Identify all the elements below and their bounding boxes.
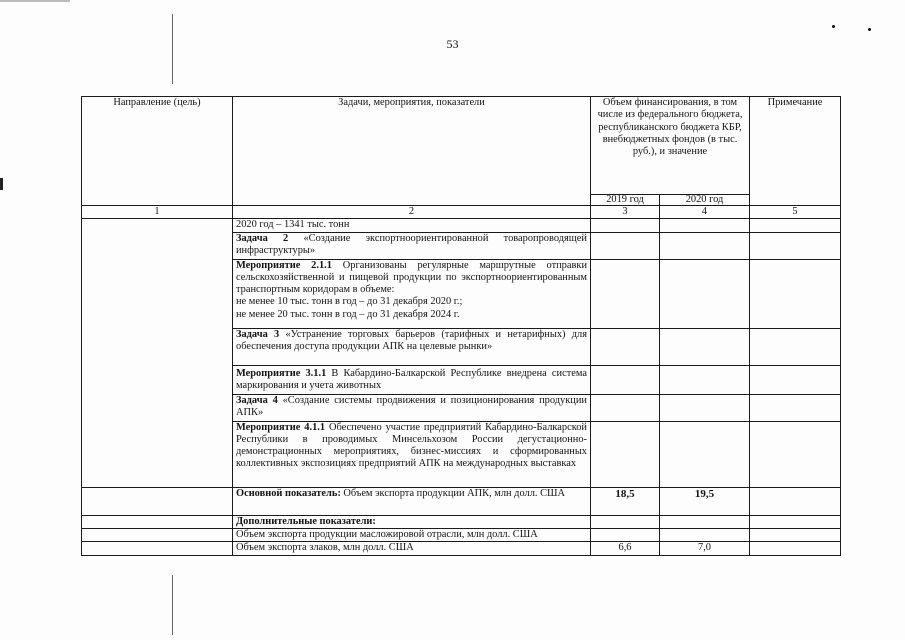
value-2019-cell	[591, 394, 660, 421]
value-2020-cell	[660, 528, 750, 541]
direction-cell	[82, 542, 233, 556]
direction-cell	[82, 219, 233, 487]
col-number: 4	[660, 206, 750, 219]
indicator-text: Объем экспорта злаков, млн долл. США	[233, 542, 591, 556]
table-header-row	[82, 97, 841, 195]
direction-cell	[82, 487, 233, 515]
table-row	[82, 515, 841, 528]
note-cell	[750, 515, 841, 528]
note-cell	[750, 219, 841, 232]
header-tasks: Задачи, мероприятия, показатели	[233, 97, 591, 206]
note-cell	[750, 421, 841, 487]
scan-top-left-mark	[0, 0, 70, 2]
header-note: Примечание	[750, 97, 841, 206]
task-cell	[233, 394, 591, 421]
row-text: 2020 год – 1341 тыс. тонн	[233, 219, 591, 232]
task-text: «Создание экспортноориентированной товаропроводящей инфраструктуры»	[236, 232, 587, 256]
value-2020-cell	[660, 365, 750, 394]
note-cell	[750, 394, 841, 421]
activity-line: не менее 10 тыс. тонн в год – до 31 декабря 2020 г.;	[236, 296, 463, 308]
activity-label: Мероприятие 2.1.1	[236, 259, 332, 271]
col-number: 3	[591, 206, 660, 219]
value-2020-cell	[660, 421, 750, 487]
table-row	[82, 219, 841, 232]
header-year-2019: 2019 год	[591, 195, 660, 206]
value-2019-cell	[591, 259, 660, 328]
activity-text: Обеспечено участие предприятий Кабардино-Балкарской Республики в проводимых Минсельхозом России дегустационно-демонстрационных мероприятиях, бизнес-миссиях и сформированных коллективных экспозициях предприятий АПК на международных выставках	[236, 421, 587, 470]
activity-cell	[233, 365, 591, 394]
financing-table	[81, 96, 841, 556]
column-number-row	[82, 206, 841, 219]
indicator-text: Объем экспорта продукции масложировой отрасли, млн долл. США	[233, 528, 591, 541]
header-year-2020: 2020 год	[660, 195, 750, 206]
activity-label: Мероприятие 4.1.1	[236, 421, 326, 433]
indicator-label: Основной показатель:	[236, 487, 341, 499]
activity-text: В Кабардино-Балкарской Республике внедрена система маркирования и учета животных	[236, 367, 587, 391]
note-cell	[750, 542, 841, 556]
activity-text: Организованы регулярные маршрутные отправки сельскохозяйственной и пищевой продукции по экспортноориентированным транспортным коридорам в объеме:	[236, 259, 587, 296]
value-2019-cell	[591, 421, 660, 487]
value-2019-cell	[591, 528, 660, 541]
activity-cell	[233, 421, 591, 487]
value-2020-cell	[660, 515, 750, 528]
direction-cell	[82, 528, 233, 541]
note-cell	[750, 232, 841, 259]
table-row	[82, 528, 841, 541]
value-2020-cell	[660, 259, 750, 328]
note-cell	[750, 487, 841, 515]
table-row	[82, 487, 841, 515]
activity-line: не менее 20 тыс. тонн в год – до 31 декабря 2024 г.	[236, 308, 460, 320]
value-2019-cell	[591, 328, 660, 365]
indicator-cell	[233, 487, 591, 515]
value-2020-cell	[660, 394, 750, 421]
value-2020: 19,5	[660, 487, 750, 515]
scan-dot	[832, 25, 835, 28]
value-2020-cell	[660, 232, 750, 259]
value-2019-cell	[591, 515, 660, 528]
scan-margin-line	[172, 575, 173, 635]
task-label: Задача 3	[236, 328, 280, 340]
value-2019-cell	[591, 232, 660, 259]
note-cell	[750, 528, 841, 541]
value-2020-cell	[660, 328, 750, 365]
task-label: Задача 2	[236, 232, 289, 244]
scan-left-edge-mark	[0, 178, 3, 190]
activity-label: Мероприятие 3.1.1	[236, 367, 327, 379]
header-financing: Объем финансирования, в том числе из федерального бюджета, республиканского бюджета КБР, внебюджетных фондов (в тыс. руб.), и значение	[591, 97, 750, 195]
col-number: 1	[82, 206, 233, 219]
task-label: Задача 4	[236, 394, 278, 406]
col-number: 2	[233, 206, 591, 219]
task-text: «Устранение торговых барьеров (тарифных и нетарифных) для обеспечения доступа продукции АПК на целевые рынки»	[236, 328, 587, 352]
indicator-text: Объем экспорта продукции АПК, млн долл. США	[340, 487, 565, 499]
value-2019: 18,5	[591, 487, 660, 515]
note-cell	[750, 365, 841, 394]
value-2019: 6,6	[591, 542, 660, 556]
value-2019-cell	[591, 219, 660, 232]
task-cell	[233, 328, 591, 365]
page-number: 53	[446, 37, 459, 51]
col-number: 5	[750, 206, 841, 219]
value-2020-cell	[660, 219, 750, 232]
note-cell	[750, 259, 841, 328]
task-text: «Создание системы продвижения и позиционирования продукции АПК»	[236, 394, 587, 418]
header-direction: Направление (цель)	[82, 97, 233, 206]
value-2020: 7,0	[660, 542, 750, 556]
indicator-label: Дополнительные показатели:	[236, 515, 376, 527]
note-cell	[750, 328, 841, 365]
indicator-cell	[233, 515, 591, 528]
scan-dot	[868, 28, 871, 31]
value-2019-cell	[591, 365, 660, 394]
task-cell	[233, 232, 591, 259]
activity-cell	[233, 259, 591, 328]
direction-cell	[82, 515, 233, 528]
table-row	[82, 542, 841, 556]
